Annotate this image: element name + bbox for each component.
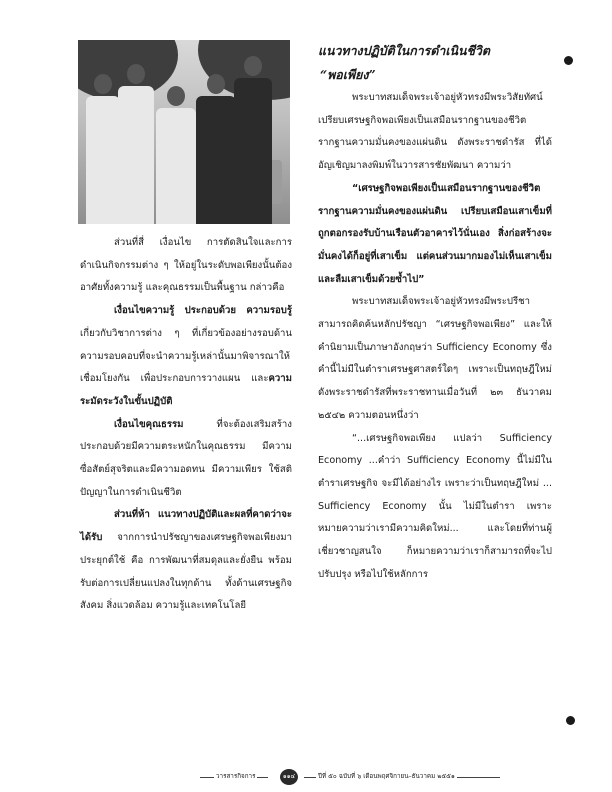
binder-hole-top [564,56,573,65]
footer-issue-info: ปีที่ ๕๐ ฉบับที่ ๖ เดือนพฤศจิกายน–ธันวาคม ๒๕๕๑ [318,773,455,780]
page-number-badge: ๑๑๔ [280,769,298,785]
section-heading-sub: “พอเพียง” [320,67,376,82]
person-2 [118,64,154,224]
knowledge-condition-bold: เงื่อนไขความรู้ ประกอบด้วย ความรอบรู้ [114,305,292,317]
page-footer [200,772,500,786]
left-paragraph-1: ส่วนที่สี่ เงื่อนไข การตัดสินใจและการดำเนินกิจกรรมต่าง ๆ ให้อยู่ในระดับพอเพียงนั้นต้องอาศัยทั้งความรู้ และคุณธรรมเป็นพื้นฐาน กล่าวคือ [80,237,292,294]
right-column [318,39,552,586]
footer-journal-name: วารสารกิจการ [216,773,256,780]
right-paragraph-1: พระบาทสมเด็จพระเจ้าอยู่หัวทรงมีพระวิสัยทัศน์เปรียบเศรษฐกิจพอเพียงเป็นเสมือนรากฐานของชีวิต รากฐานความมั่นคงของแผ่นดิน ดังพระราชดำรัส ที่ได้อัญเชิญมาลงพิมพ์ในวารสารชัยพัฒนา ความว่า [318,92,552,172]
right-quote-1: “เศรษฐกิจพอเพียงเป็นเสมือนรากฐานของชีวิต รากฐานความมั่นคงของแผ่นดิน เปรียบเสมือนเสาเข็มที่ถูกตอกรองรับบ้านเรือนตัวอาคารไว้นั่นเอง สิ่งก่อสร้างจะมั่นคงได้ก็อยู่ที่เสาเข็ม แต่คนส่วนมากมองไม่เห็นเสาเข็ม และลืมเสาเข็มด้วยซ้ำไป” [318,182,552,285]
caution-bold: ความระมัดระวังในขั้นปฏิบัติ [80,373,292,407]
person-3 [156,86,196,224]
person-1 [86,74,120,224]
group-photo [78,40,290,224]
part-five-bold: ส่วนที่ห้า แนวทางปฏิบัติและผลที่คาดว่าจะได้รับ [80,509,292,544]
right-paragraph-2: พระบาทสมเด็จพระเจ้าอยู่หัวทรงมีพระปรีชาสามารถคิดค้นหลักปรัชญา “เศรษฐกิจพอเพียง” และให้คำนิยามเป็นภาษาอังกฤษว่า Sufficiency Economy ซึ่งคำนี้ไม่มีในตำราเศรษฐศาสตร์ใดๆ เพราะเป็นทฤษฎีใหม่ ดังพระราชดำรัสที่พระราชทานเมื่อวันที่ ๒๓ ธันวาคม ๒๕๔๒ ความตอนหนึ่งว่า [318,296,552,421]
left-column [80,232,292,618]
virtue-condition-bold: เงื่อนไขคุณธรรม [114,418,184,430]
left-paragraph-2: เงื่อนไขความรู้ ประกอบด้วย ความรอบรู้ เกี่ยวกับวิชาการต่าง ๆ ที่เกี่ยวข้องอย่างรอบด้าน ความรอบคอบที่จะนำความรู้เหล่านั้นมาพิจารณาให้เชื่อมโยงกัน เพื่อประกอบการวางแผน และความระมัดระวังในขั้นปฏิบัติ [80,305,292,407]
person-4 [196,74,236,224]
section-heading: แนวทางปฏิบัติในการดำเนินชีวิต [318,43,490,58]
person-5 [234,56,272,224]
left-paragraph-3: เงื่อนไขคุณธรรม ที่จะต้องเสริมสร้างประกอบด้วยมีความตระหนักในคุณธรรม มีความซื่อสัตย์สุจริตและมีความอดทน มีความเพียร ใช้สติปัญญาในการดำเนินชีวิต [80,418,292,498]
right-quote-2: “...เศรษฐกิจพอเพียง แปลว่า Sufficiency Economy ...คำว่า Sufficiency Economy นี้ไม่มีในตำราเศรษฐกิจ จะมีได้อย่างไร เพราะว่าเป็นทฤษฎีใหม่ ... Sufficiency Economy นั้น ไม่มีในตำรา เพราะหมายความว่าเรามีความคิดใหม่... และโดยที่ท่านผู้เชี่ยวชาญสนใจ ก็หมายความว่าเราก็สามารถที่จะไปปรับปรุง หรือไปใช้หลักการ [318,432,552,580]
binder-hole-bottom [566,716,575,725]
left-paragraph-4: ส่วนที่ห้า แนวทางปฏิบัติและผลที่คาดว่าจะได้รับ จากการนำปรัชญาของเศรษฐกิจพอเพียงมาประยุกต์ใช้ คือ การพัฒนาที่สมดุลและยั่งยืน พร้อมรับต่อการเปลี่ยนแปลงในทุกด้าน ทั้งด้านเศรษฐกิจ สังคม สิ่งแวดล้อม ความรู้และเทคโนโลยี [80,509,292,612]
